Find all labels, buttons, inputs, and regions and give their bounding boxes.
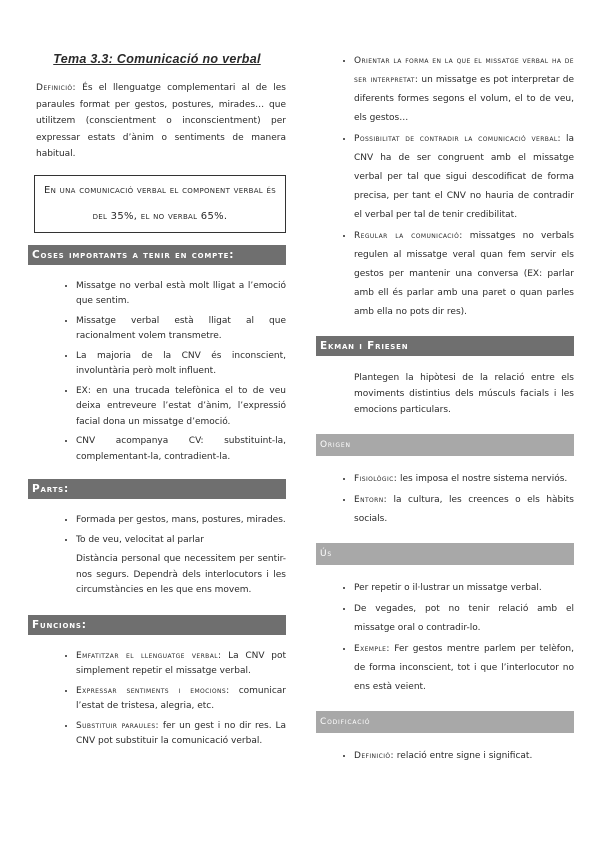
item-label: Orientar la forma en la que el missatge verbal ha de ser interpretat:: [354, 56, 574, 85]
parts-list: [28, 513, 286, 548]
ekman-text: Plantegen la hipòtesi de la relació entre els moviments distintius dels músculs facials i les emocions particulars.: [354, 373, 574, 415]
list-item: • La majoria de la CNV és inconscient, involuntària però molt influent.: [76, 349, 286, 380]
list-item: [354, 640, 574, 697]
item-label: Expressar sentiments i emocions:: [76, 685, 230, 696]
section-heading-us: Ús: [316, 543, 574, 565]
right-column: [316, 52, 574, 780]
funcions-list: [28, 649, 286, 750]
list-item: [76, 719, 286, 750]
list-item: [76, 684, 286, 715]
list-item: [354, 470, 574, 489]
item-label: Emfatitzar el llenguatge verbal:: [76, 650, 222, 661]
list-item: [76, 649, 286, 680]
section-heading-codificacio: Codificació: [316, 711, 574, 733]
list-item: • To de veu, velocitat al parlar: [76, 533, 286, 549]
funcions-continued-list: [316, 52, 574, 322]
list-item: • Missatge verbal està lligat al que racionalment volem transmetre.: [76, 314, 286, 345]
item-text: la cultura, les creences o els hàbits socials.: [354, 495, 574, 524]
section-heading-ekman: Ekman i Friesen: [316, 336, 574, 356]
item-text: missatges no verbals regulen al missatge veral quan fem servir els gestos per mantenir una conversa (EX: parlar amb ell és parlar amb una paret o quan parles amb ella no pots dir res).: [354, 231, 574, 317]
item-text: La CNV pot simplement repetir el missatge verbal.: [76, 650, 286, 676]
item-text: fer un gest i no dir res. La CNV pot substituir la comunicació verbal.: [76, 720, 286, 746]
page-title: Tema 3.3: Comunicació no verbal: [53, 52, 261, 66]
section-heading-coses: Coses importants a tenir en compte:: [28, 245, 286, 265]
item-label: Regular la comunicació:: [354, 231, 463, 241]
list-item: [354, 491, 574, 529]
codificacio-list: [316, 747, 574, 766]
item-label: Fisiològic:: [354, 474, 398, 484]
item-label: Substituir paraules:: [76, 720, 159, 731]
item-text: relació entre signe i significat.: [393, 751, 533, 761]
section-heading-funcions: Funcions:: [28, 615, 286, 635]
item-text: comunicar l’estat de tristesa, alegria, etc.: [76, 685, 287, 711]
percentage-box: En una comunicació verbal el component verbal és del 35%, el no verbal 65%.: [34, 175, 286, 233]
item-label: Definició:: [354, 751, 394, 761]
item-text: un missatge es pot interpretar de diferents formes segons el volum, el to de veu, els gestos…: [354, 75, 574, 123]
origen-list: [316, 470, 574, 529]
item-label: Possibilitat de contradir la comunicació verbal:: [354, 134, 561, 144]
coses-list: [28, 279, 286, 466]
list-item: • Missatge no verbal està molt lligat a l’emoció que sentim.: [76, 279, 286, 310]
definition-label: Definició:: [36, 83, 76, 93]
list-item: [354, 52, 574, 128]
item-text: De vegades, pot no tenir relació amb el missatge oral o contradir-lo.: [354, 604, 574, 633]
left-column: [28, 52, 286, 764]
list-item: [354, 579, 574, 598]
us-list: [316, 579, 574, 697]
list-item: [354, 130, 574, 225]
item-label: Exemple:: [354, 644, 390, 654]
definition-text: És el llenguatge complementari al de les paraules format per gestos, postures, mirades… que utilitzem (conscientment o inconscientment) per expressar estats d’ànim o sentiments de manera habitual.: [36, 83, 286, 159]
item-text: Per repetir o il·lustrar un missatge verbal.: [354, 583, 542, 593]
parts-extra-text: Distància personal que necessitem per sentir-nos segurs. Dependrà dels interlocutors i les circumstàncies en les que ens movem.: [76, 554, 286, 595]
section-heading-origen: Origen: [316, 434, 574, 456]
list-item: • CNV acompanya CV: substituint-la, complementant-la, contradient-la.: [76, 434, 286, 465]
list-item: [354, 227, 574, 322]
section-heading-parts: Parts:: [28, 479, 286, 499]
list-item: [354, 600, 574, 638]
item-text: la CNV ha de ser congruent amb el missatge verbal per tal que sigui descodificat de forma precisa, per tant el CNV no hauria de contradir el verbal per tal de tenir credibilitat.: [354, 134, 574, 220]
list-item: • EX: en una trucada telefònica el to de veu deixa entreveure l’estat d’ànim, l’expressió facial dona un missatge d’emoció.: [76, 384, 286, 431]
item-label: Entorn:: [354, 495, 388, 505]
list-item: • Formada per gestos, mans, postures, mirades.: [76, 513, 286, 529]
list-item: [354, 747, 574, 766]
item-text: Fer gestos mentre parlem per telèfon, de forma inconscient, tot i que l’interlocutor no ens està veient.: [354, 644, 574, 692]
definition-paragraph: [36, 80, 286, 163]
item-text: les imposa el nostre sistema nerviós.: [397, 474, 568, 484]
